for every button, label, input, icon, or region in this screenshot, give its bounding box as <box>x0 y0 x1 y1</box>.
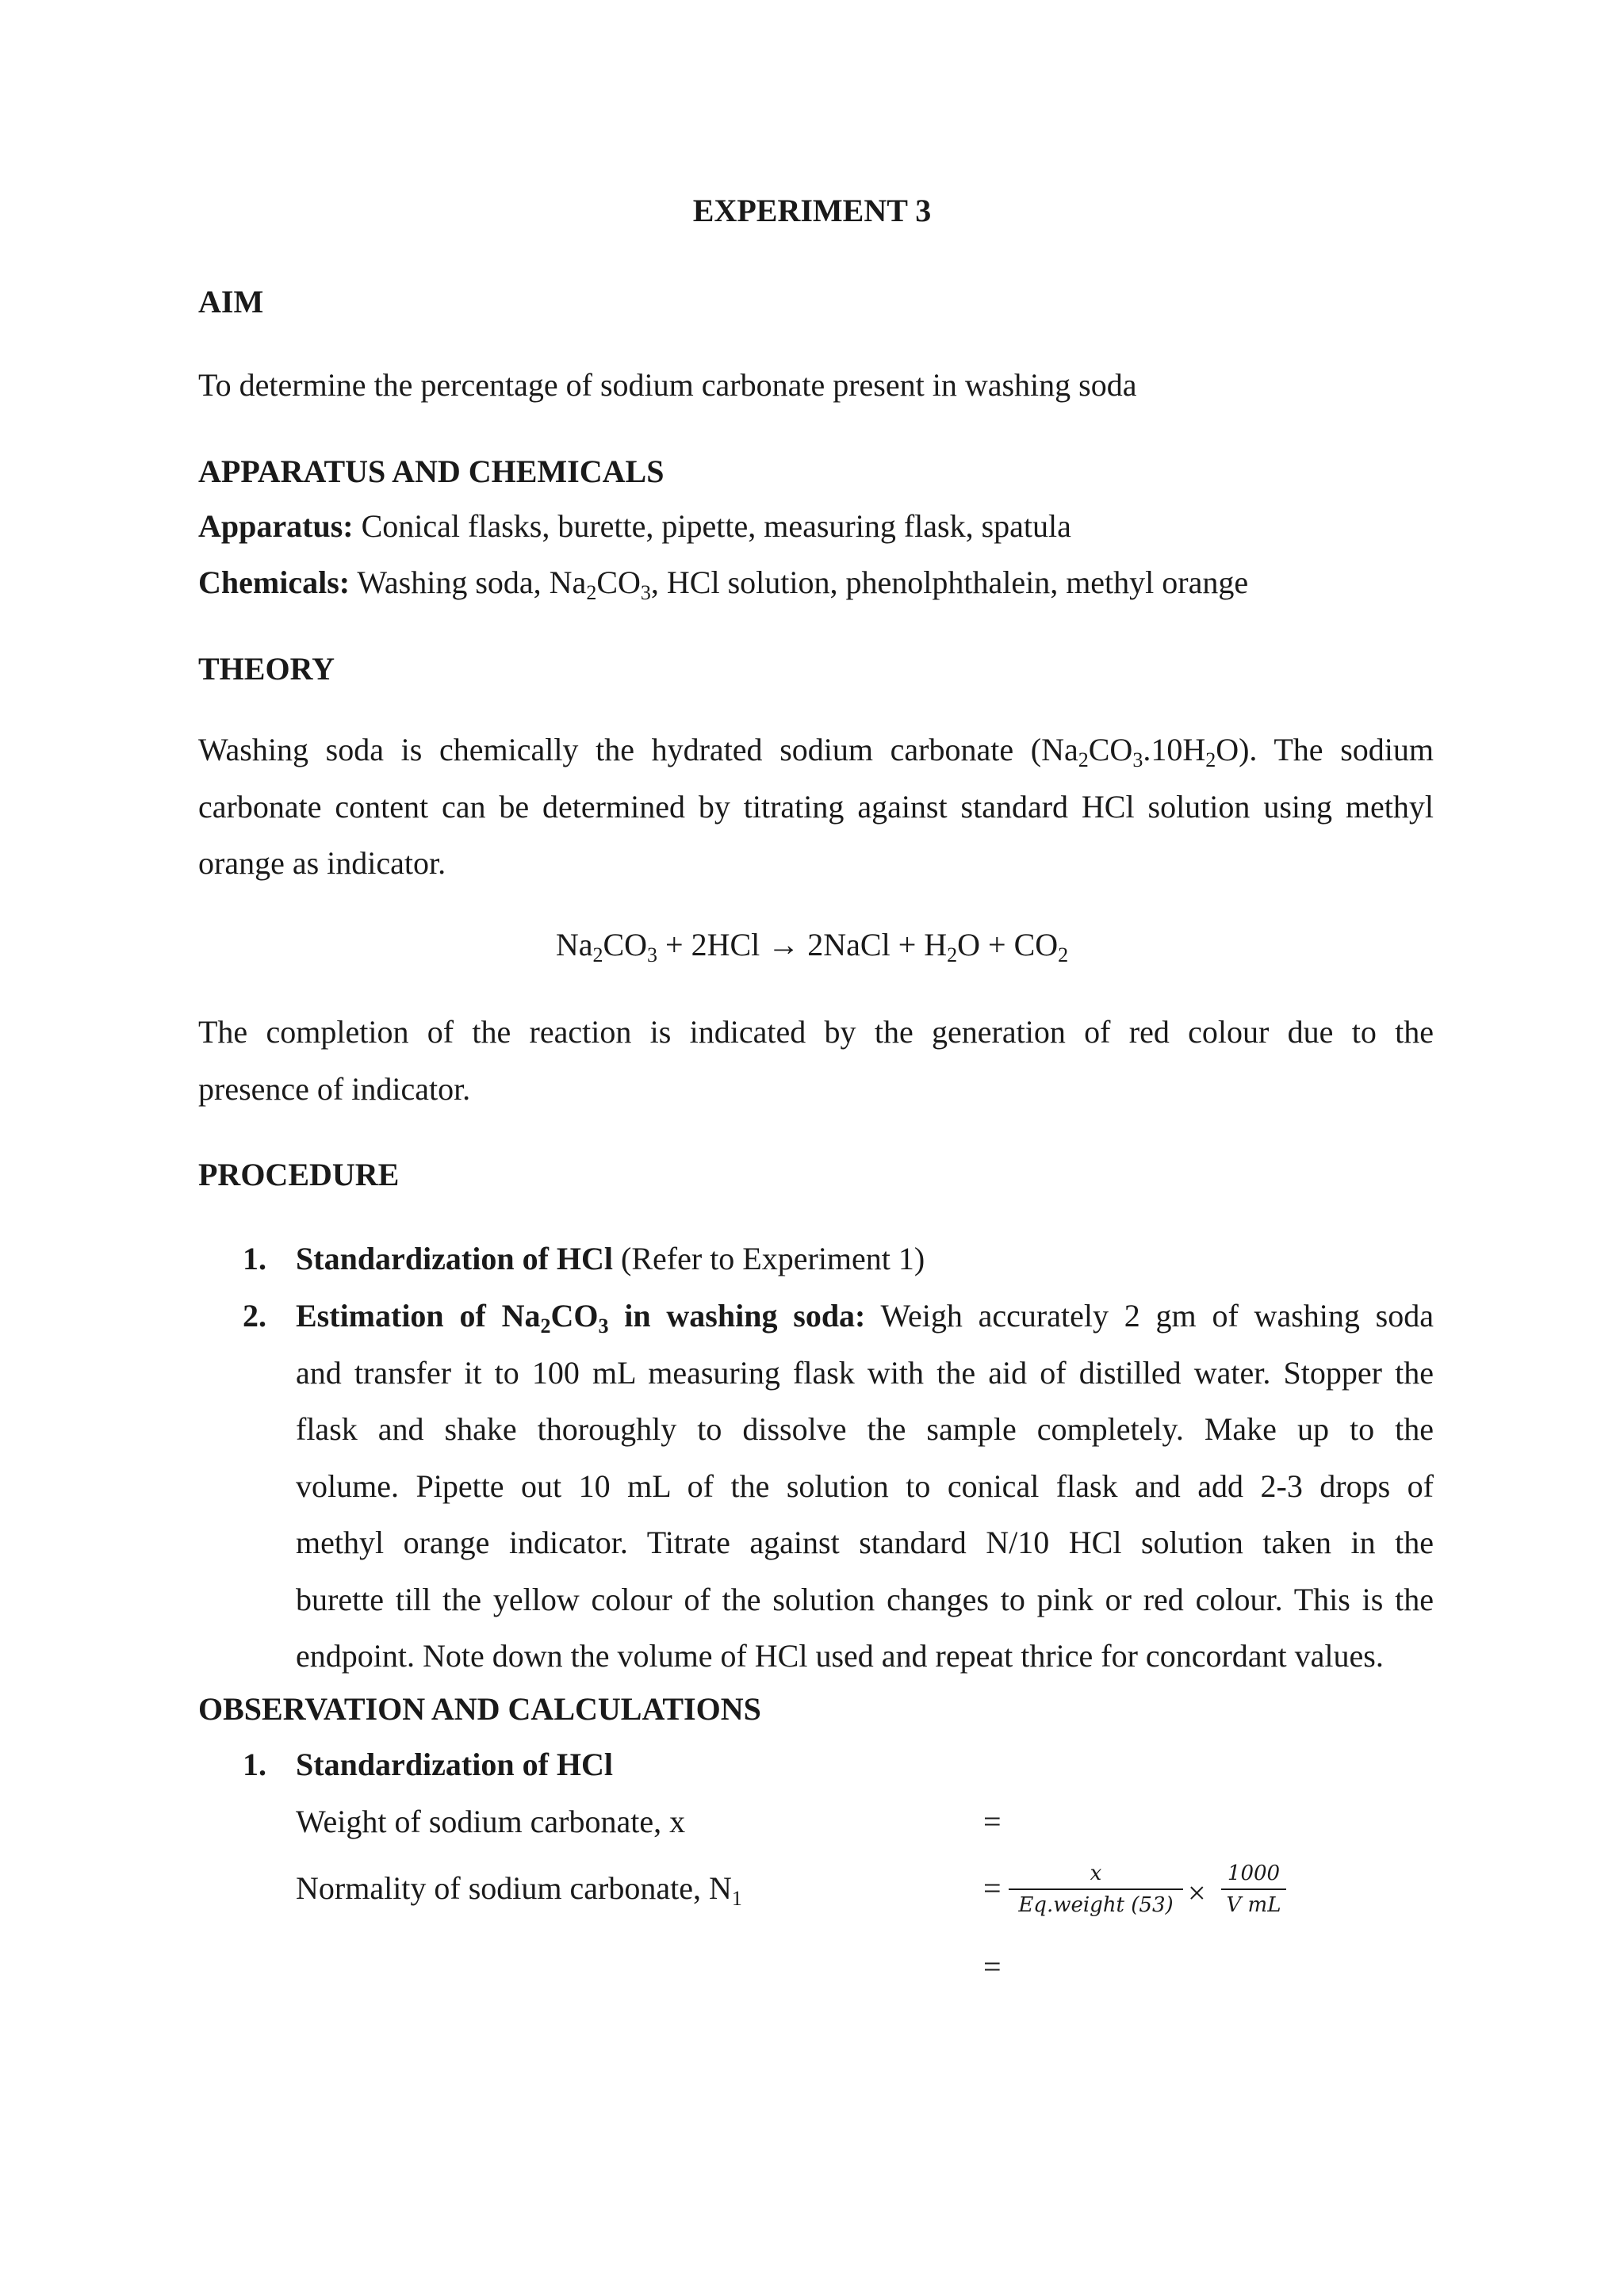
fraction-numerator: 1000 <box>1221 1862 1286 1890</box>
fraction-denominator: V mL <box>1226 1893 1281 1917</box>
subscript: 2 <box>1078 748 1089 771</box>
subscript: 2 <box>586 581 597 604</box>
theory-heading: THEORY <box>198 651 335 687</box>
aim-text: To determine the percentage of sodium carbonate present in washing soda <box>198 367 1137 403</box>
observation-item-1: Standardization of HCl <box>296 1747 614 1782</box>
text-run: CO <box>1088 732 1133 767</box>
chemicals-text: CO <box>596 564 641 600</box>
fraction-denominator: Eq.weight (53) <box>1018 1893 1174 1917</box>
text-line: burette till the yellow colour of the solution changes to pink or red colour. This is the <box>296 1581 1434 1617</box>
bold-run: CO <box>550 1298 599 1334</box>
text-line: presence of indicator. <box>198 1070 471 1107</box>
subscript: 1 <box>731 1887 742 1910</box>
list-number: 1. <box>243 1241 266 1276</box>
text-run: Washing soda is chemically the hydrated sodium carbonate (Na <box>198 732 1078 767</box>
eq-run: O + CO <box>957 927 1059 962</box>
apparatus-heading: APPARATUS AND CHEMICALS <box>198 453 665 489</box>
equals-sign: = <box>983 1804 1002 1839</box>
text-run: Weigh accurately 2 gm of washing soda <box>865 1298 1434 1334</box>
text-run: .10H <box>1143 732 1206 767</box>
text-run: (Refer to Experiment 1) <box>613 1241 925 1276</box>
fraction-weight <box>1009 1862 1183 1917</box>
eq-run: CO <box>603 927 648 962</box>
text-line: volume. Pipette out 10 mL of the solution to conical flask and add 2-3 drops of <box>296 1468 1434 1504</box>
list-number: 2. <box>243 1298 266 1334</box>
fraction-volume <box>1221 1862 1286 1917</box>
chemicals-label: Chemicals: <box>198 564 350 600</box>
page-title: EXPERIMENT 3 <box>692 193 932 228</box>
subscript: 2 <box>1205 748 1216 771</box>
text-line <box>296 1288 1434 1345</box>
procedure-item-2 <box>296 1288 1434 1685</box>
weight-label: Weight of sodium carbonate, x <box>296 1804 686 1839</box>
list-number: 1. <box>243 1747 266 1782</box>
procedure-item-1 <box>296 1230 925 1288</box>
text-line: carbonate content can be determined by titrating against standard HCl solution using methyl <box>198 788 1434 825</box>
normality-label <box>296 1860 742 1917</box>
text-line: methyl orange indicator. Titrate against standard N/10 HCl solution taken in the <box>296 1525 1434 1560</box>
observation-heading: OBSERVATION AND CALCULATIONS <box>198 1691 761 1727</box>
bold-run: in washing soda: <box>608 1298 866 1334</box>
theory-paragraph-1 <box>198 721 1434 892</box>
apparatus-label: Apparatus: <box>198 508 354 544</box>
apparatus-line <box>198 498 1071 555</box>
subscript: 3 <box>598 1314 609 1337</box>
eq-run: + 2HCl → 2NaCl + H <box>657 927 948 962</box>
subscript: 2 <box>592 943 603 966</box>
reaction-equation <box>0 926 1624 966</box>
subscript: 3 <box>1132 748 1143 771</box>
text-line: flask and shake thoroughly to dissolve the sample completely. Make up to the <box>296 1411 1434 1447</box>
multiply-sign: × <box>1188 1875 1206 1911</box>
chemicals-text: Washing soda, Na <box>350 564 587 600</box>
subscript: 2 <box>947 943 958 966</box>
subscript: 3 <box>647 943 658 966</box>
bold-run: Estimation of Na <box>296 1298 541 1334</box>
text-line: orange as indicator. <box>198 845 446 881</box>
text-line <box>198 721 1434 779</box>
fraction-numerator: x <box>1009 1862 1183 1890</box>
equals-sign: = <box>983 1949 1002 1984</box>
apparatus-text: Conical flasks, burette, pipette, measuring flask, spatula <box>353 508 1071 544</box>
aim-heading: AIM <box>198 284 264 320</box>
subscript: 2 <box>1058 943 1069 966</box>
text-run: O). The sodium <box>1216 732 1434 767</box>
theory-paragraph-2 <box>198 1004 1434 1117</box>
procedure-heading: PROCEDURE <box>198 1157 400 1192</box>
text-run: Normality of sodium carbonate, N <box>296 1870 732 1906</box>
equals-sign: = <box>983 1870 1002 1906</box>
text-line: The completion of the reaction is indicated by the generation of red colour due to the <box>198 1014 1434 1050</box>
text-line: endpoint. Note down the volume of HCl used and repeat thrice for concordant values. <box>296 1638 1384 1674</box>
chemicals-text: , HCl solution, phenolphthalein, methyl orange <box>650 564 1249 600</box>
text-line: and transfer it to 100 mL measuring flask with the aid of distilled water. Stopper the <box>296 1354 1434 1391</box>
subscript: 3 <box>640 581 651 604</box>
chemicals-line <box>198 554 1248 611</box>
subscript: 2 <box>540 1314 551 1337</box>
eq-run: Na <box>555 927 593 962</box>
bold-run: Standardization of HCl <box>296 1241 614 1276</box>
